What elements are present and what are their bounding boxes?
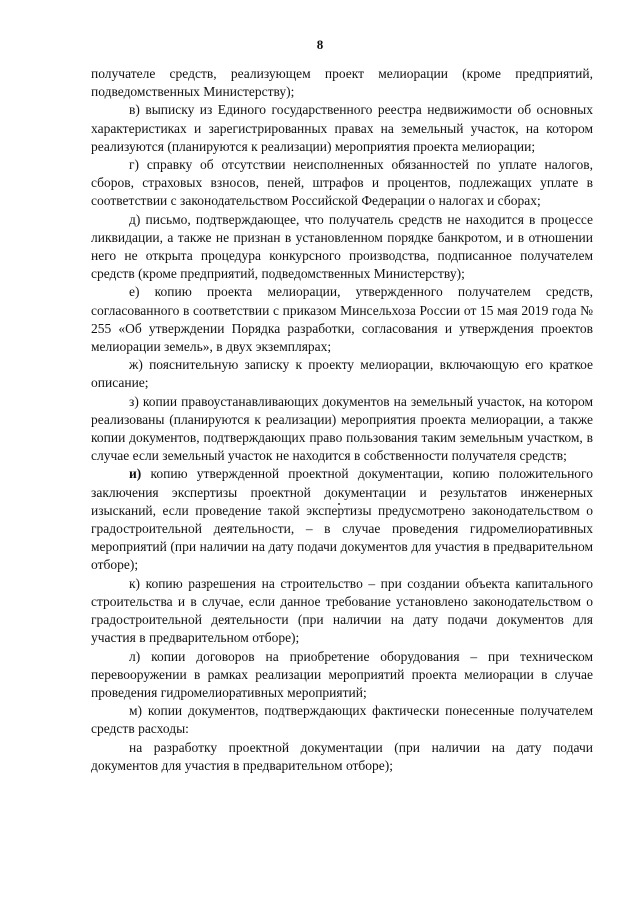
paragraph-m: м) копии документов, подтверждающих фактически понесенные получателем средств расходы: [91,703,593,737]
paragraph-k: к) копию разрешения на строительство – при создании объекта капитального строительства и в случае, если данное требование установлено законодательством о градостроительной деятельности (при наличии на дату подачи документов для участия в предварительном отборе); [91,575,593,646]
paragraph-i-text: копию утвержденной проектной документации, копию положительного заключения экспертизы проектной документации и результатов инженерных изысканий, если проведение такой экспертизы предусмотрено законодательством о градостроительной деятельности, – в случае проведения гидромелиоративных мероприятий (при наличии на дату подачи документов для участия в предварительном отборе); [91,466,593,573]
document-body [91,65,593,775]
paragraph-continuation: получателе средств, реализующем проект мелиорации (кроме предприятий, подведомственных Министерству); [91,66,593,100]
paragraph-i [91,465,593,574]
paragraph-l: л) копии договоров на приобретение оборудования – при техническом перевооружении в рамках реализации мероприятий проекта мелиорации в случае проведения гидромелиоративных мероприятий; [91,648,593,700]
paragraph-d: д) письмо, подтверждающее, что получатель средств не находится в процессе ликвидации, а также не признан в установленном порядке банкротом, и в отношении него не открыта процедура конкурсного производства, подписанное получателем средств (кроме предприятий, подведомственных Министерству); [91,211,593,282]
paragraph-g: г) справку об отсутствии неисполненных обязанностей по уплате налогов, сборов, страховых взносов, пеней, штрафов и процентов, подлежащих уплате в соответствии с законодательством Российской Федерации о налогах и сборах; [91,157,593,209]
paragraph-m-item-1: на разработку проектной документации (при наличии на дату подачи документов для участия в предварительном отборе); [91,739,593,773]
paragraph-zh: ж) пояснительную записку к проекту мелиорации, включающую его краткое описание; [91,357,593,391]
paragraph-e: е) копию проекта мелиорации, утвержденного получателем средств, согласованного в соответствии с приказом Минсельхоза России от 15 мая 2019 года № 255 «Об утверждении Порядка разработки, согласования и утверждения проектов мелиорации земель», в двух экземплярах; [91,284,593,355]
paragraph-v: в) выписку из Единого государственного реестра недвижимости об основных характеристиках и зарегистрированных правах на земельный участок, на котором реализуются (планируются к реализации) мероприятия проекта мелиорации; [91,102,593,154]
paragraph-z: з) копии правоустанавливающих документов на земельный участок, на котором реализованы (планируются к реализации) мероприятия проекта мелиорации, а также копии документов, подтверждающих право пользования таким земельным участком, в случае если земельный участок не находится в собственности получателя средств; [91,393,593,464]
paragraph-i-marker: и) [129,466,142,482]
page-number: 8 [316,37,324,52]
